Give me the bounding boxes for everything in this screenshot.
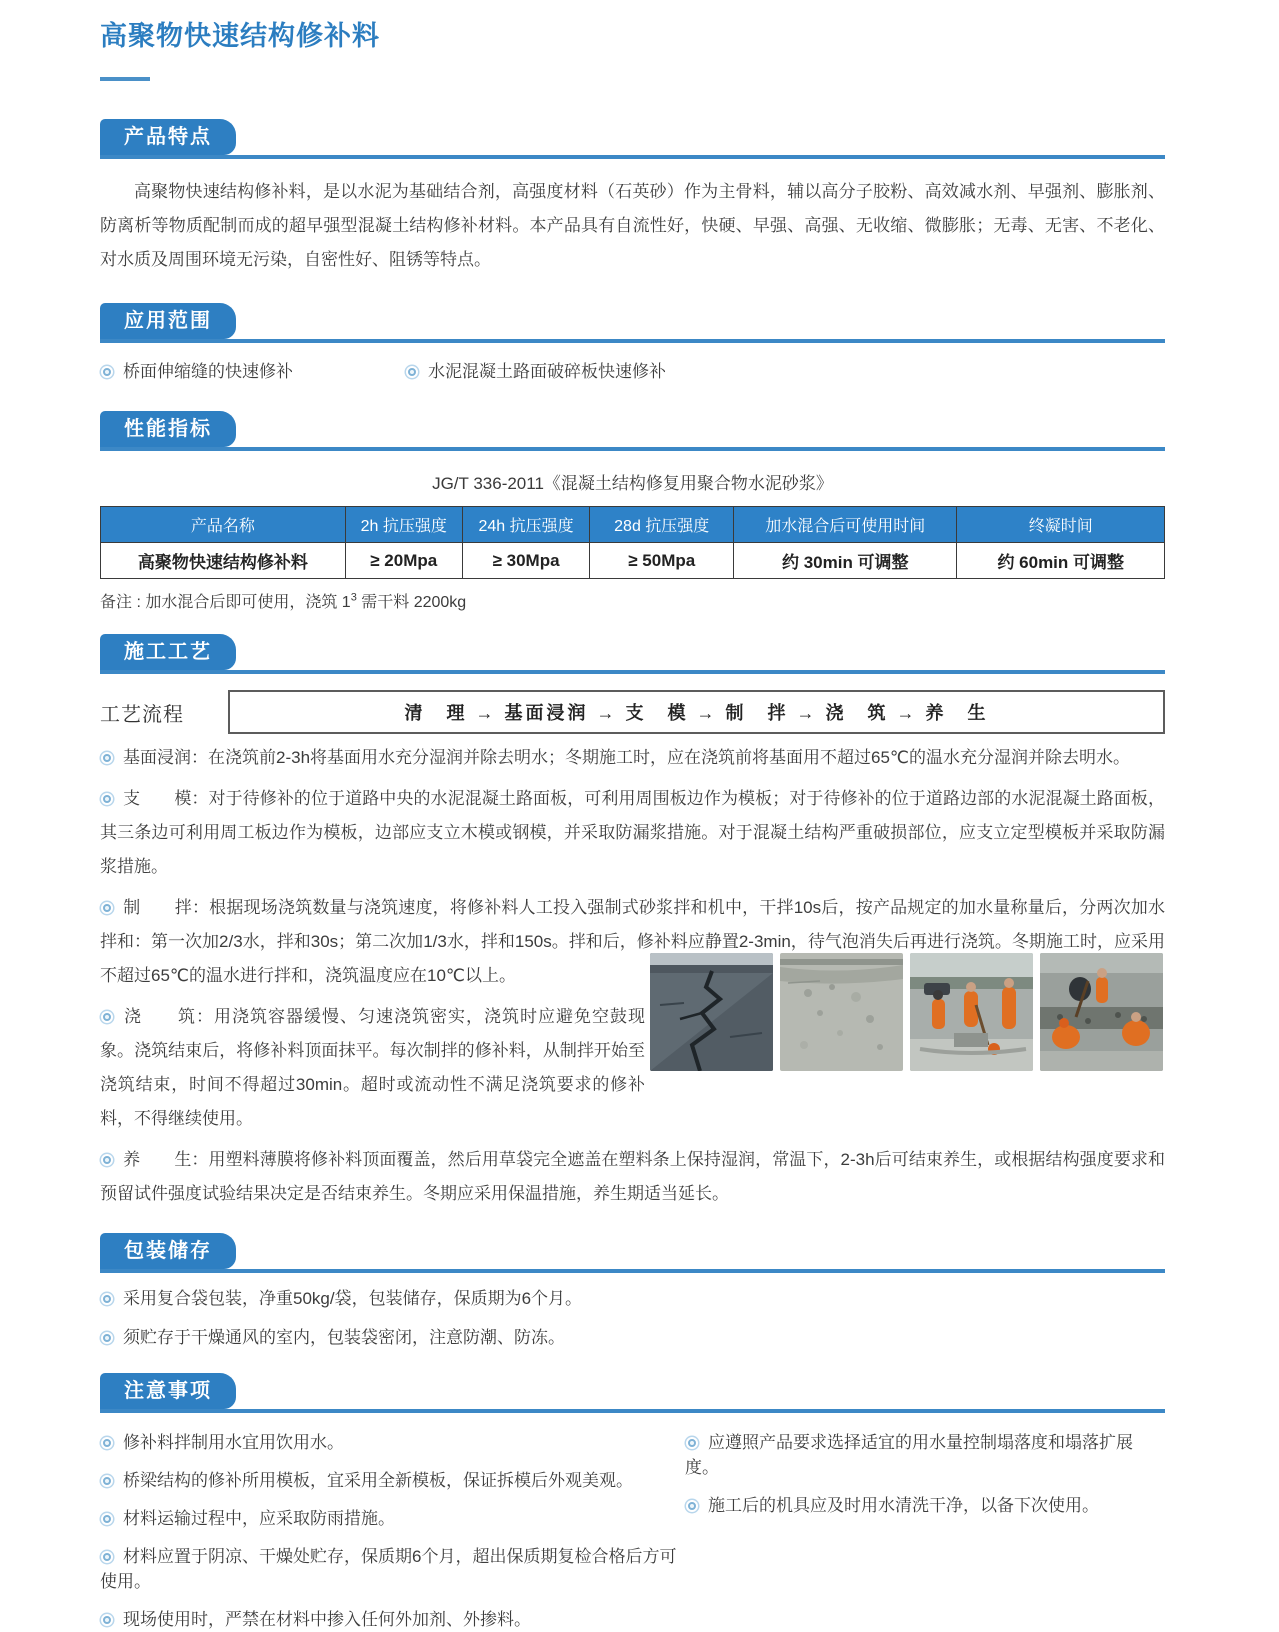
list-item (685, 1430, 1165, 1480)
list-item (100, 359, 405, 385)
step-text: 基面浸润：在浇筑前2-3h将基面用水充分湿润并除去明水；冬期施工时，应在浇筑前将基面用不超过65℃的温水充分湿润并除去明水。 (123, 748, 1131, 767)
process-flow-label: 工艺流程 (100, 703, 184, 726)
list-item (100, 1325, 1165, 1351)
notices-columns (100, 1417, 1165, 1632)
table-cell: ≥ 50Mpa (590, 543, 734, 579)
table-cell: ≥ 30Mpa (462, 543, 590, 579)
notice-item-label: 现场使用时，严禁在材料中掺入任何外加剂、外掺料。 (123, 1610, 531, 1629)
bullet-ring-icon (688, 1439, 696, 1447)
column-header: 24h 抗压强度 (462, 507, 590, 543)
note-superscript: 3 (350, 591, 357, 604)
list-item (100, 1286, 1165, 1312)
bullet-ring-icon (103, 1334, 111, 1342)
application-list (100, 359, 1165, 385)
step-text: 养 生：用塑料薄膜将修补料顶面覆盖，然后用草袋完全遮盖在塑料条上保持湿润，常温下，2-3h后可结束养生，或根据结构强度要求和预留试件强度试验结果决定是否结束养生。冬期应采用保温措施，养生期适当延长。 (100, 1150, 1165, 1203)
bullet-ring-icon (103, 904, 111, 912)
list-item (100, 1468, 685, 1493)
bullet-ring-icon (103, 1295, 111, 1303)
notices-left-column (100, 1417, 685, 1632)
section-header-features (100, 119, 1165, 159)
notice-item-label: 材料运输过程中，应采取防雨措施。 (123, 1509, 395, 1528)
notice-item-label: 施工后的机具应及时用水清洗干净，以备下次使用。 (708, 1496, 1099, 1515)
photo-road-repair-workers (910, 953, 1033, 1071)
construction-step (100, 891, 1165, 993)
table-note (100, 589, 1165, 612)
title-underline (100, 77, 150, 81)
list-item (100, 1506, 685, 1531)
section-header-packaging (100, 1233, 1165, 1273)
photo-cracked-pavement (650, 953, 773, 1071)
section-tab-notices: 注意事项 (100, 1373, 236, 1409)
table-header-row (101, 507, 1165, 543)
section-tab-application: 应用范围 (100, 303, 236, 339)
notice-item-label: 桥梁结构的修补所用模板，宜采用全新模板，保证拆模后外观美观。 (123, 1471, 633, 1490)
notice-item-label: 应遵照产品要求选择适宜的用水量控制塌落度和塌落扩展度。 (685, 1433, 1133, 1477)
table-cell: 约 30min 可调整 (734, 543, 957, 579)
table-caption: JG/T 336-2011《混凝土结构修复用聚合物水泥砂浆》 (432, 474, 833, 493)
notices-right-column (685, 1417, 1165, 1632)
step-text: 支 模：对于待修补的位于道路中央的水泥混凝土路面板，可利用周围板边作为模板；对于待修补的位于道路边部的水泥混凝土路面板，其三条边可利用周工板边作为模板，边部应支立木模或钢模，并采取防漏浆措施。对于混凝土结构严重破损部位，应支立定型模板并采取防漏浆措施。 (100, 789, 1165, 876)
bullet-ring-icon (688, 1502, 696, 1510)
bullet-ring-icon (103, 368, 111, 376)
packaging-item-label: 采用复合袋包装，净重50kg/袋，包装储存，保质期为6个月。 (123, 1289, 583, 1308)
bullet-ring-icon (103, 795, 111, 803)
packaging-item-label: 须贮存于干燥通风的室内，包装袋密闭，注意防潮、防冻。 (123, 1328, 565, 1347)
section-tab-features: 产品特点 (100, 119, 236, 155)
bullet-ring-icon (103, 1013, 111, 1021)
section-header-notices (100, 1373, 1165, 1413)
bullet-ring-icon (408, 368, 416, 376)
table-cell: ≥ 20Mpa (345, 543, 462, 579)
construction-step (100, 1000, 645, 1136)
section-header-performance (100, 411, 1165, 451)
step-text: 浇 筑：用浇筑容器缓慢、匀速浇筑密实，浇筑时应避免空鼓现象。浇筑结束后，将修补料顶面抹平。每次制拌的修补料，从制拌开始至浇筑结束，时间不得超过30min。超时或流动性不满足浇筑要求的修补料，不得继续使用。 (100, 1007, 645, 1128)
column-header: 28d 抗压强度 (590, 507, 734, 543)
list-item (685, 1493, 1165, 1518)
column-header: 加水混合后可使用时间 (734, 507, 957, 543)
process-flow-row (100, 690, 1165, 734)
photo-damaged-concrete (780, 953, 903, 1071)
bullet-ring-icon (103, 1515, 111, 1523)
column-header: 2h 抗压强度 (345, 507, 462, 543)
bullet-ring-icon (103, 754, 111, 762)
column-header: 产品名称 (101, 507, 346, 543)
bullet-ring-icon (103, 1616, 111, 1624)
section-header-application (100, 303, 1165, 343)
construction-step (100, 1143, 1165, 1211)
bullet-ring-icon (103, 1156, 111, 1164)
section-tab-packaging: 包装储存 (100, 1233, 236, 1269)
bullet-ring-icon (103, 1477, 111, 1485)
features-paragraph: 高聚物快速结构修补料，是以水泥为基础结合剂，高强度材料（石英砂）作为主骨料，辅以高分子胶粉、高效减水剂、早强剂、膨胀剂、防离析等物质配制而成的超早强型混凝土结构修补材料。本产品具有自流性好，快硬、早强、高强、无收缩、微膨胀；无毒、无害、不老化、对水质及周围环境无污染，自密性好、阻锈等特点。 (100, 182, 1165, 269)
list-item (100, 1544, 685, 1594)
list-item (405, 359, 666, 385)
note-text: 需干料 2200kg (356, 594, 467, 611)
bullet-ring-icon (103, 1439, 111, 1447)
construction-step (100, 782, 1165, 884)
note-text: 备注 : 加水混合后即可使用，浇筑 1 (100, 594, 351, 611)
section-tab-construction: 施工工艺 (100, 634, 236, 670)
notice-item-label: 材料应置于阴凉、干燥处贮存，保质期6个月，超出保质期复检合格后方可使用。 (100, 1547, 677, 1591)
section-header-construction (100, 634, 1165, 674)
list-item (100, 1430, 685, 1455)
bullet-ring-icon (103, 1553, 111, 1561)
page-title: 高聚物快速结构修补料 (100, 21, 380, 51)
list-item (100, 1607, 685, 1632)
section-tab-performance: 性能指标 (100, 411, 236, 447)
step-text: 制 拌：根据现场浇筑数量与浇筑速度，将修补料人工投入强制式砂浆拌和机中，干拌10s后，按产品规定的加水量称量后，分两次加水拌和：第一次加2/3水，拌和30s；第二次加1/3水，拌和150s。拌和后，修补料应静置2-3min，待气泡消失后再进行浇筑。冬期施工时，应采用不超过65℃的温水进行拌和，浇筑温度应在10℃以上。 (100, 898, 1165, 985)
photo-pavement-repair-workers (1040, 953, 1163, 1071)
construction-step (100, 741, 1165, 775)
performance-table (100, 506, 1165, 579)
table-row (101, 543, 1165, 579)
process-flow-box: 清 理 → 基面浸润 → 支 模 → 制 拌 → 浇 筑 → 养 生 (228, 690, 1165, 734)
application-item-label: 桥面伸缩缝的快速修补 (123, 362, 293, 381)
application-item-label: 水泥混凝土路面破碎板快速修补 (428, 362, 666, 381)
site-photo-strip (650, 953, 1165, 1071)
table-cell: 高聚物快速结构修补料 (101, 543, 346, 579)
column-header: 终凝时间 (957, 507, 1165, 543)
notice-item-label: 修补料拌制用水宜用饮用水。 (123, 1433, 344, 1452)
table-cell: 约 60min 可调整 (957, 543, 1165, 579)
